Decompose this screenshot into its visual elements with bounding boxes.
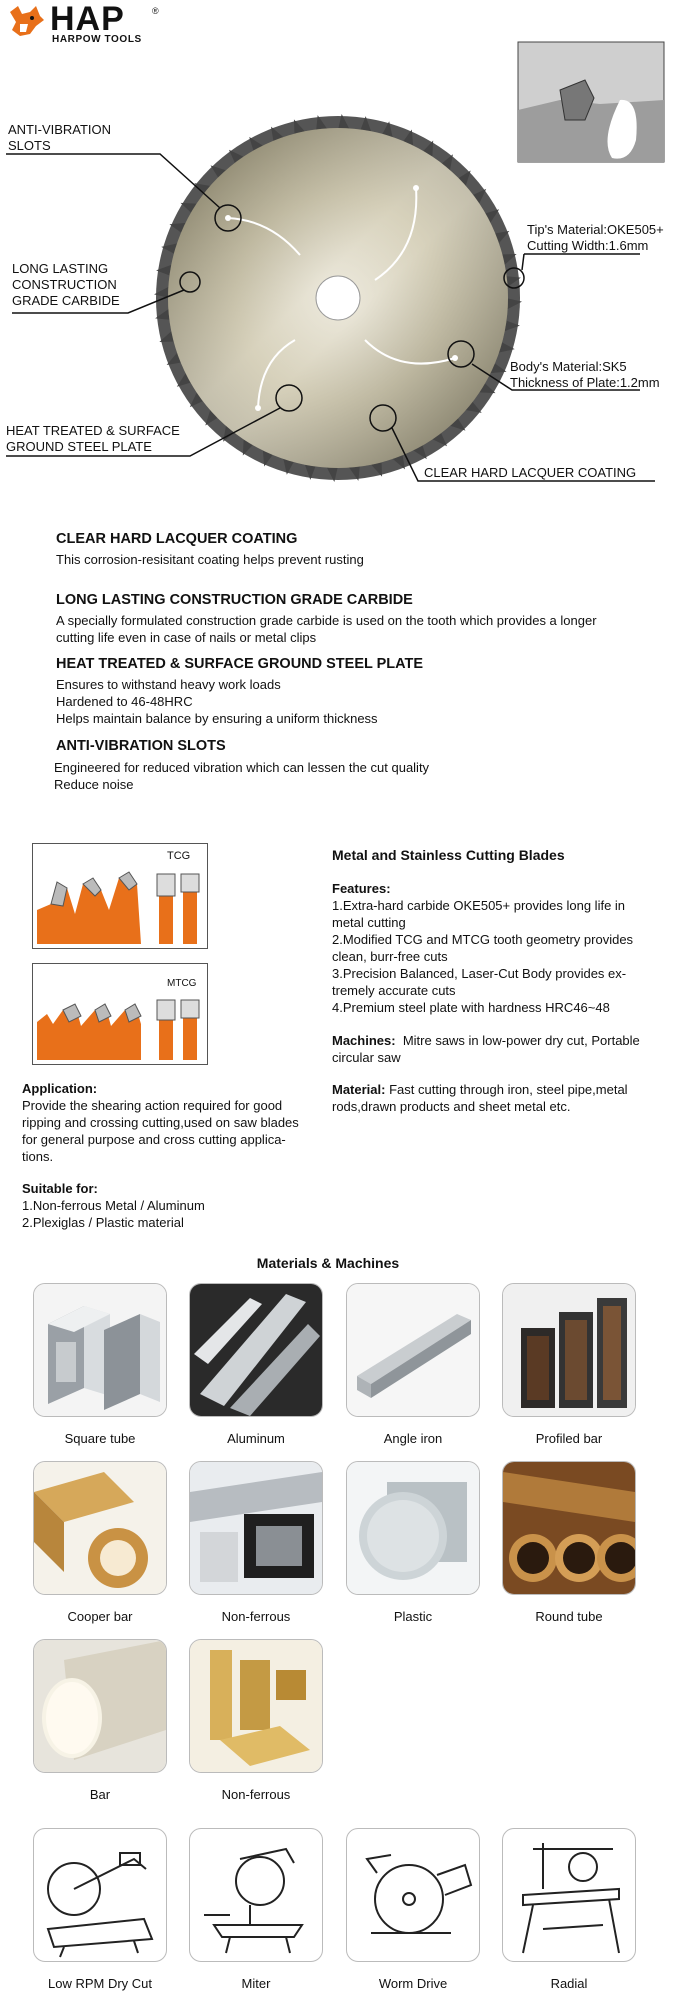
feature-line: 4.Premium steel plate with hardness HRC46~48 [332,1000,610,1015]
material-caption: Round tube [535,1609,603,1624]
machines-line: circular saw [332,1050,401,1065]
feature-line: tremely accurate cuts [332,983,456,998]
material-card-round-tube [502,1461,636,1624]
material-caption: Angle iron [383,1431,443,1446]
section-line: Reduce noise [54,777,134,792]
callout-line: GRADE CARBIDE [12,293,120,308]
feature-line: metal cutting [332,915,406,930]
section-body [54,759,429,793]
brand-subtitle: HARPOW TOOLS [52,34,142,45]
suitable-line: 2.Plexiglas / Plastic material [22,1215,184,1230]
callout-tip [527,222,664,254]
callout-line: Body's Material:SK5 [510,359,627,374]
material-caption: Non-ferrous [221,1609,291,1624]
material-block [332,1081,672,1115]
callout-line: LONG LASTING [12,261,109,276]
suitable-title: Suitable for: [22,1181,98,1196]
callout-line: CONSTRUCTION [12,277,117,292]
product-description [332,847,672,1115]
mtcg-tooth-icon [33,964,207,1064]
brand-name: HAP [50,0,125,38]
material-card-bar [33,1639,167,1802]
section-title: LONG LASTING CONSTRUCTION GRADE CARBIDE [56,592,413,608]
profiled-bar-image [502,1283,636,1417]
section-line: This corrosion-resisitant coating helps prevent rusting [56,552,364,567]
non-ferrous-profile-image [189,1461,323,1595]
tcg-label: TCG [167,850,191,862]
machine-caption: Radial [550,1976,588,1991]
machines-block [332,1032,672,1066]
section-line: Ensures to withstand heavy work loads [56,677,281,692]
registered-mark: ® [152,6,159,16]
material-label: Material: [332,1082,386,1097]
material-caption: Bar [89,1787,111,1802]
material-card-profiled-bar [502,1283,636,1446]
material-line: Fast cutting through iron, steel pipe,metal [389,1082,628,1097]
application-title: Application: [22,1081,98,1096]
non-ferrous-extrusion-image [189,1639,323,1773]
miter-saw-icon [189,1828,323,1962]
material-card-non-ferrous-2 [189,1639,323,1802]
material-caption: Cooper bar [67,1609,133,1624]
radial-arm-saw-icon [502,1828,636,1962]
application-line: Provide the shearing action required for good [22,1098,283,1113]
suitable-block [22,1180,322,1231]
application-line: for general purpose and cross cutting applica- [22,1132,286,1147]
section-line: Helps maintain balance by ensuring a uniform thickness [56,711,378,726]
machines-line: Mitre saws in low-power dry cut, Portable [402,1033,640,1048]
round-tube-image [502,1461,636,1595]
angle-iron-image [346,1283,480,1417]
material-caption: Aluminum [227,1431,285,1446]
section-title: CLEAR HARD LACQUER COATING [56,531,298,547]
callout-carbide [12,261,120,309]
blade [154,114,522,482]
material-caption: Non-ferrous [221,1787,291,1802]
callout-line: ANTI-VIBRATION [8,122,112,137]
tcg-tooth-icon [33,844,207,948]
callout-heat-treated [6,423,180,455]
section-title: ANTI-VIBRATION SLOTS [56,738,226,754]
plastic-rod-image [346,1461,480,1595]
bar-image [33,1639,167,1773]
application-line: tions. [22,1149,54,1164]
machine-caption: Low RPM Dry Cut [47,1976,153,1991]
application-block [22,1080,322,1165]
material-card-angle-iron [346,1283,480,1446]
features-title: Features: [332,881,391,896]
callout-line: GROUND STEEL PLATE [6,439,152,454]
section-line: Engineered for reduced vibration which can lessen the cut quality [54,760,430,775]
circular-saw-icon [346,1828,480,1962]
feature-line: 1.Extra-hard carbide OKE505+ provides long life in [332,898,626,913]
square-tube-image [33,1283,167,1417]
section-line: cutting life even in case of nails or metal clips [56,630,317,645]
material-caption: Profiled bar [535,1431,603,1446]
material-card-plastic [346,1461,480,1624]
material-card-square-tube [33,1283,167,1446]
material-caption: Square tube [64,1431,136,1446]
materials-title: Materials & Machines [256,1255,400,1271]
section-body [56,676,378,727]
material-line: rods,drawn products and sheet metal etc. [332,1099,571,1114]
section-body [56,551,364,568]
machine-card-radial [502,1828,636,1991]
feature-line: clean, burr-free cuts [332,949,448,964]
section-body [56,612,597,646]
callout-lacquer: CLEAR HARD LACQUER COATING [424,465,637,480]
mtcg-diagram [32,963,208,1065]
tcg-diagram [32,843,208,949]
section-line: Hardened to 46-48HRC [56,694,193,709]
features-list [332,897,672,1016]
feature-line: 3.Precision Balanced, Laser-Cut Body provides ex- [332,966,627,981]
machine-caption: Miter [241,1976,271,1991]
section-title: HEAT TREATED & SURFACE GROUND STEEL PLATE [56,656,424,672]
fox-logo-icon [6,4,48,40]
machine-card-low-rpm-dry-cut [33,1828,167,1991]
callout-line: Cutting Width:1.6mm [527,238,649,253]
material-card-cooper-bar [33,1461,167,1624]
material-card-non-ferrous [189,1461,323,1624]
machine-card-worm-drive [346,1828,480,1991]
callout-line: HEAT TREATED & SURFACE [6,423,180,438]
callout-line: SLOTS [8,138,51,153]
chop-saw-icon [33,1828,167,1962]
aluminum-image [189,1283,323,1417]
application-line: ripping and crossing cutting,used on saw blades [22,1115,299,1130]
callout-anti-vibration [8,122,111,154]
section-line: A specially formulated construction grade carbide is used on the tooth which provides a longer [56,613,597,628]
callout-line: Tip's Material:OKE505+ [527,222,664,237]
material-caption: Plastic [393,1609,433,1624]
machines-label: Machines: [332,1033,396,1048]
tooth-closeup-photo [518,42,664,162]
mtcg-label: MTCG [167,978,197,989]
cooper-bar-image [33,1461,167,1595]
callout-line: Thickness of Plate:1.2mm [510,375,660,390]
callout-body [510,359,660,391]
machine-card-miter [189,1828,323,1991]
feature-line: 2.Modified TCG and MTCG tooth geometry provides [332,932,634,947]
product-title: Metal and Stainless Cutting Blades [332,847,565,863]
suitable-line: 1.Non-ferrous Metal / Aluminum [22,1198,205,1213]
material-card-aluminum [189,1283,323,1446]
machine-caption: Worm Drive [378,1976,448,1991]
